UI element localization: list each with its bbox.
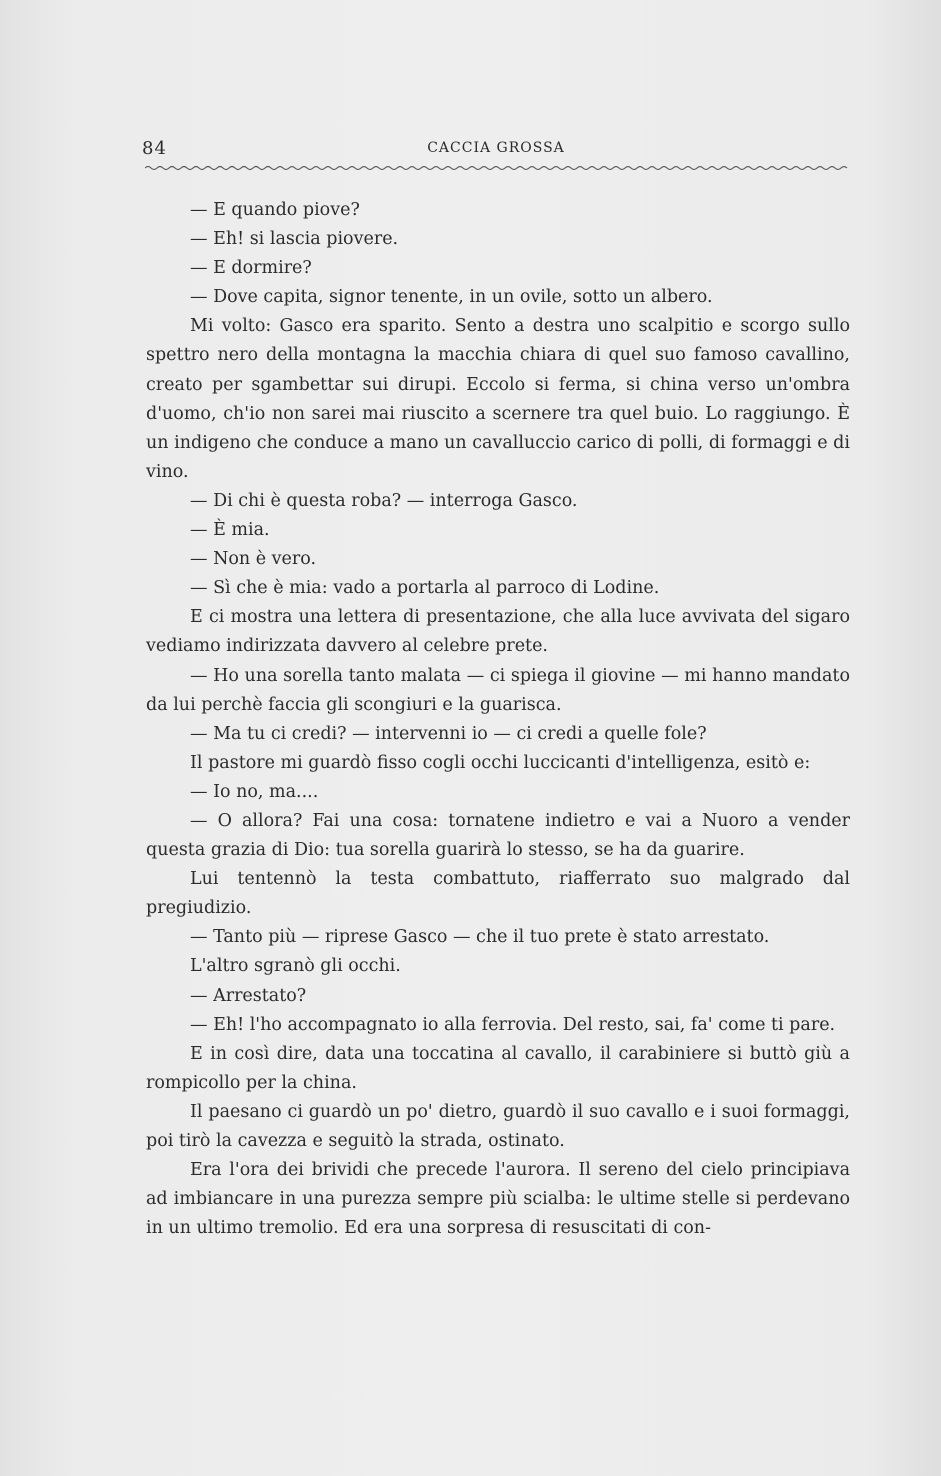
paragraph: Lui tentennò la testa combattuto, riafferrato suo malgrado dal pregiudizio. xyxy=(146,869,850,919)
paragraph: — Non è vero. xyxy=(190,549,317,570)
paragraph: E in così dire, data una toccatina al cavallo, il carabiniere si buttò giù a rompicollo per la china. xyxy=(146,1043,850,1093)
paragraph: — Ma tu ci credi? — intervenni io — ci credi a quelle fole? xyxy=(190,723,707,744)
paragraph: — Eh! si lascia piovere. xyxy=(190,229,399,250)
page-number: 84 xyxy=(142,138,167,159)
paragraph: L'altro sgranò gli occhi. xyxy=(190,956,401,977)
paragraph: Il pastore mi guardò fisso cogli occhi luccicanti d'intelligenza, esitò e: xyxy=(190,752,811,773)
paragraph: — Eh! l'ho accompagnato io alla ferrovia. Del resto, sai, fa' come ti pare. xyxy=(190,1014,836,1035)
paragraph: — Dove capita, signor tenente, in un ovile, sotto un albero. xyxy=(190,287,713,308)
paragraph: Era l'ora dei brividi che precede l'aurora. Il sereno del cielo principiava ad imbiancare in una purezza sempre più scialba: le ultime stelle si perdevano in un ultimo tremolio. Ed era una sorpresa di resuscitati di con- xyxy=(146,1160,850,1239)
paragraph: — Sì che è mia: vado a portarla al parroco di Lodine. xyxy=(190,578,660,599)
paragraph: — E quando piove? xyxy=(190,200,360,220)
body-text xyxy=(146,196,850,1243)
paragraph: — Tanto più — riprese Gasco — che il tuo prete è stato arrestato. xyxy=(190,927,770,948)
ornamental-rule xyxy=(145,164,850,172)
paragraph: — Di chi è questa roba? — interroga Gasco. xyxy=(190,490,578,511)
paragraph: — Io no, ma.... xyxy=(190,781,319,802)
paragraph: — O allora? Fai una cosa: tornatene indietro e vai a Nuoro a vender questa grazia di Dio: tua sorella guarirà lo stesso, se ha da guarire. xyxy=(146,810,850,861)
paragraph: — È mia. xyxy=(190,520,270,541)
paragraph: — Ho una sorella tanto malata — ci spiega il giovine — mi hanno mandato da lui perchè faccia gli scongiuri e la guarisca. xyxy=(146,665,850,715)
paragraph: E ci mostra una lettera di presentazione, che alla luce avvivata del sigaro vediamo indirizzata davvero al celebre prete. xyxy=(146,607,850,657)
paragraph: Il paesano ci guardò un po' dietro, guardò il suo cavallo e i suoi formaggi, poi tirò la cavezza e seguitò la strada, ostinato. xyxy=(146,1101,850,1151)
paragraph: — E dormire? xyxy=(190,258,312,279)
paragraph: — Arrestato? xyxy=(190,985,307,1006)
paragraph: Mi volto: Gasco era sparito. Sento a destra uno scalpitio e scorgo sullo spettro nero della montagna la macchia chiara di quel suo famoso cavallino, creato per sgambettar sui dirupi. Eccolo si ferma, si china verso un'ombra d'uomo, ch'io non sarei mai riuscito a scernere tra quel buio. Lo raggiungo. È un indigeno che conduce a mano un cavalluccio carico di polli, di formaggi e di vino. xyxy=(146,316,850,482)
running-title: CACCIA GROSSA xyxy=(427,140,565,156)
